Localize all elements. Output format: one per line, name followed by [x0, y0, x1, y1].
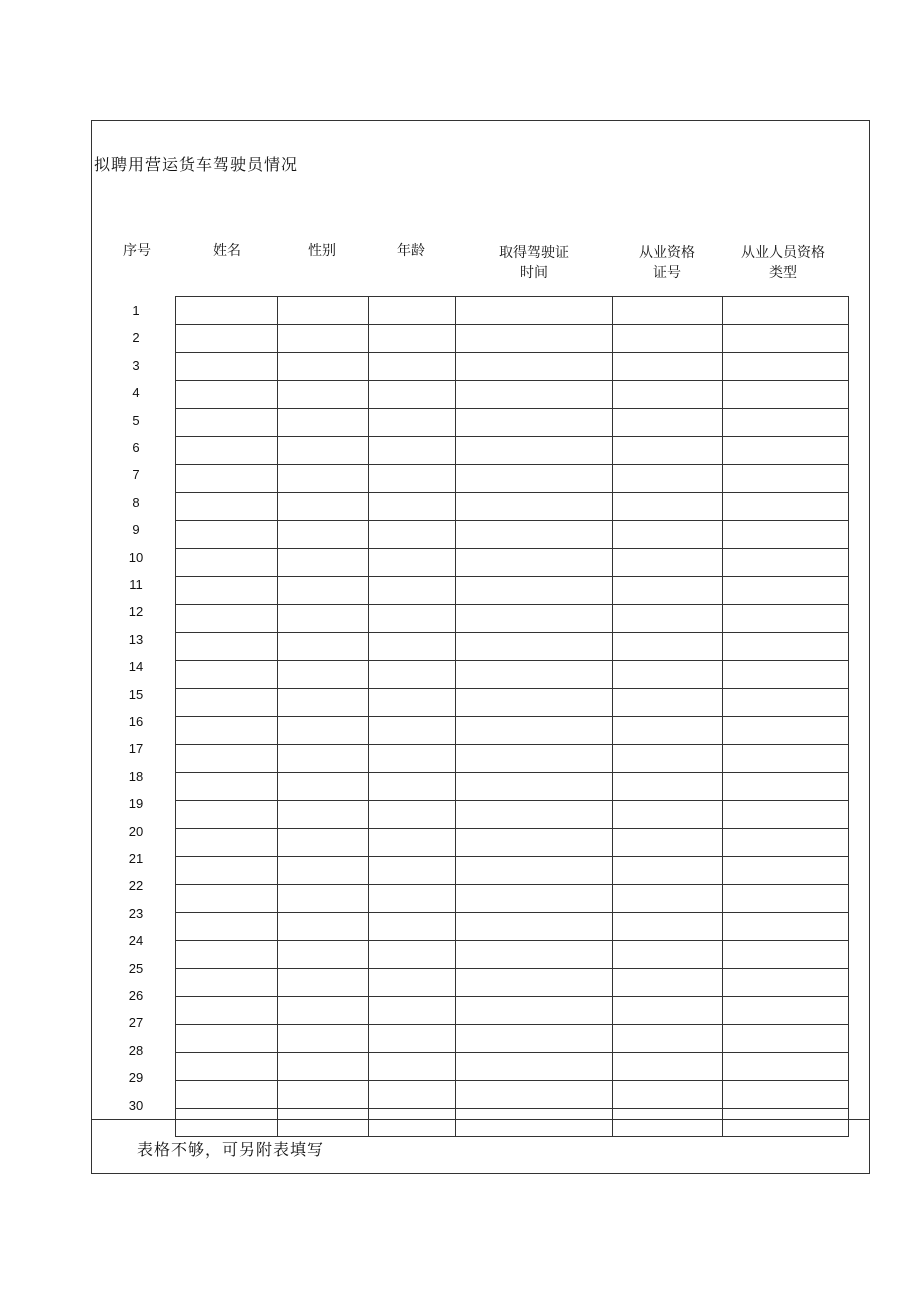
table-cell[interactable]: [176, 1109, 278, 1137]
table-row: [176, 549, 849, 577]
table-cell[interactable]: [278, 885, 369, 913]
table-cell[interactable]: [613, 801, 723, 829]
table-cell[interactable]: [176, 353, 278, 381]
table-cell[interactable]: [456, 633, 613, 661]
table-cell[interactable]: [613, 1053, 723, 1081]
row-number: 29: [128, 1070, 144, 1085]
table-cell[interactable]: [176, 829, 278, 857]
table-cell[interactable]: [723, 465, 849, 493]
table-cell[interactable]: [176, 913, 278, 941]
row-number: 12: [128, 604, 144, 619]
table-cell[interactable]: [278, 381, 369, 409]
table-cell[interactable]: [613, 689, 723, 717]
row-number: 20: [128, 824, 144, 839]
column-header-line: 从业资格: [639, 245, 695, 261]
table-cell[interactable]: [613, 745, 723, 773]
table-cell[interactable]: [176, 605, 278, 633]
table-cell[interactable]: [176, 941, 278, 969]
table-cell[interactable]: [278, 1081, 369, 1109]
table-cell[interactable]: [613, 773, 723, 801]
table-cell[interactable]: [613, 1109, 723, 1137]
table-cell[interactable]: [456, 1081, 613, 1109]
table-cell[interactable]: [176, 577, 278, 605]
table-row: [176, 717, 849, 745]
row-number: 16: [128, 714, 144, 729]
table-cell[interactable]: [723, 829, 849, 857]
table-cell[interactable]: [369, 717, 456, 745]
row-number: 28: [128, 1043, 144, 1058]
row-number: 25: [128, 961, 144, 976]
table-cell[interactable]: [613, 969, 723, 997]
table-cell[interactable]: [369, 1025, 456, 1053]
table-cell[interactable]: [369, 353, 456, 381]
table-cell[interactable]: [278, 941, 369, 969]
row-number: 27: [128, 1015, 144, 1030]
table-cell[interactable]: [369, 297, 456, 325]
table-cell[interactable]: [723, 885, 849, 913]
table-cell[interactable]: [278, 997, 369, 1025]
table-cell[interactable]: [369, 549, 456, 577]
table-cell[interactable]: [613, 857, 723, 885]
table-row: [176, 801, 849, 829]
table-cell[interactable]: [369, 661, 456, 689]
table-cell[interactable]: [613, 409, 723, 437]
table-cell[interactable]: [278, 801, 369, 829]
table-cell[interactable]: [613, 941, 723, 969]
table-cell[interactable]: [456, 577, 613, 605]
table-cell[interactable]: [723, 381, 849, 409]
table-cell[interactable]: [723, 1109, 849, 1137]
table-row: [176, 857, 849, 885]
table-cell[interactable]: [176, 325, 278, 353]
table-row: [176, 969, 849, 997]
table-cell[interactable]: [369, 857, 456, 885]
table-cell[interactable]: [456, 1053, 613, 1081]
row-number: 19: [128, 796, 144, 811]
row-number: 11: [129, 577, 143, 592]
table-cell[interactable]: [278, 325, 369, 353]
table-cell[interactable]: [456, 409, 613, 437]
table-row: [176, 745, 849, 773]
table-cell[interactable]: [176, 661, 278, 689]
table-cell[interactable]: [723, 969, 849, 997]
table-cell[interactable]: [278, 969, 369, 997]
table-cell[interactable]: [278, 633, 369, 661]
column-header-line: 取得驾驶证: [499, 245, 569, 261]
table-cell[interactable]: [278, 297, 369, 325]
table-cell[interactable]: [176, 1081, 278, 1109]
table-cell[interactable]: [176, 745, 278, 773]
table-cell[interactable]: [613, 1025, 723, 1053]
table-row: [176, 913, 849, 941]
table-row: [176, 381, 849, 409]
row-number: 2: [132, 330, 140, 345]
table-cell[interactable]: [456, 605, 613, 633]
table-cell[interactable]: [613, 577, 723, 605]
table-cell[interactable]: [278, 689, 369, 717]
table-row: [176, 633, 849, 661]
table-cell[interactable]: [369, 409, 456, 437]
table-cell[interactable]: [456, 941, 613, 969]
table-cell[interactable]: [456, 325, 613, 353]
table-row: [176, 1081, 849, 1109]
table-cell[interactable]: [278, 913, 369, 941]
table-cell[interactable]: [723, 577, 849, 605]
table-cell[interactable]: [456, 997, 613, 1025]
table-row: [176, 1109, 849, 1137]
column-header-license-date: [474, 241, 594, 283]
table-cell[interactable]: [723, 605, 849, 633]
row-number: 26: [128, 988, 144, 1003]
table-cell[interactable]: [613, 829, 723, 857]
table-cell[interactable]: [723, 801, 849, 829]
table-row: [176, 829, 849, 857]
column-header-line: 类型: [769, 265, 797, 281]
row-number: 3: [132, 358, 140, 373]
row-number: 8: [132, 495, 140, 510]
table-cell[interactable]: [723, 997, 849, 1025]
table-cell[interactable]: [723, 1025, 849, 1053]
table-cell[interactable]: [369, 577, 456, 605]
table-cell[interactable]: [613, 997, 723, 1025]
table-row: [176, 325, 849, 353]
table-cell[interactable]: [456, 773, 613, 801]
table-cell[interactable]: [613, 549, 723, 577]
table-cell[interactable]: [613, 493, 723, 521]
row-number: 10: [128, 550, 144, 565]
table-cell[interactable]: [369, 969, 456, 997]
table-cell[interactable]: [456, 661, 613, 689]
column-header-line: 从业人员资格: [741, 245, 825, 261]
column-header-cert-no: [607, 241, 727, 283]
table-cell[interactable]: [613, 521, 723, 549]
table-cell[interactable]: [369, 437, 456, 465]
table-cell[interactable]: [613, 633, 723, 661]
table-cell[interactable]: [456, 801, 613, 829]
row-number: 1: [132, 303, 140, 318]
table-cell[interactable]: [613, 661, 723, 689]
table-cell[interactable]: [456, 1109, 613, 1137]
table-cell[interactable]: [456, 745, 613, 773]
table-cell[interactable]: [456, 297, 613, 325]
table-cell[interactable]: [613, 437, 723, 465]
table-cell[interactable]: [723, 1081, 849, 1109]
table-cell[interactable]: [723, 325, 849, 353]
table-cell[interactable]: [723, 717, 849, 745]
table-row: [176, 437, 849, 465]
table-cell[interactable]: [176, 549, 278, 577]
table-cell[interactable]: [369, 689, 456, 717]
table-cell[interactable]: [278, 717, 369, 745]
table-cell[interactable]: [278, 465, 369, 493]
row-number: 7: [132, 467, 140, 482]
table-cell[interactable]: [278, 857, 369, 885]
column-header-line: 性别: [308, 243, 336, 259]
table-cell[interactable]: [278, 577, 369, 605]
table-cell[interactable]: [176, 297, 278, 325]
table-cell[interactable]: [278, 409, 369, 437]
table-cell[interactable]: [456, 717, 613, 745]
table-cell[interactable]: [456, 857, 613, 885]
table-cell[interactable]: [723, 633, 849, 661]
table-row: [176, 773, 849, 801]
column-header-line: 时间: [520, 265, 548, 281]
table-row: [176, 661, 849, 689]
row-number: 30: [128, 1098, 144, 1113]
table-cell[interactable]: [456, 353, 613, 381]
table-row: [176, 297, 849, 325]
table-cell[interactable]: [176, 717, 278, 745]
column-header-line: 序号: [123, 243, 151, 259]
table-cell[interactable]: [723, 773, 849, 801]
table-cell[interactable]: [456, 465, 613, 493]
table-cell[interactable]: [369, 605, 456, 633]
table-cell[interactable]: [456, 969, 613, 997]
table-row: [176, 885, 849, 913]
table-cell[interactable]: [613, 913, 723, 941]
table-row: [176, 521, 849, 549]
table-cell[interactable]: [278, 773, 369, 801]
table-cell[interactable]: [278, 829, 369, 857]
table-cell[interactable]: [456, 885, 613, 913]
table-row: [176, 353, 849, 381]
table-row: [176, 577, 849, 605]
row-number: 5: [132, 413, 140, 428]
table-cell[interactable]: [176, 1053, 278, 1081]
row-number: 21: [128, 851, 144, 866]
table-cell[interactable]: [456, 913, 613, 941]
table-cell[interactable]: [369, 493, 456, 521]
table-cell[interactable]: [369, 1053, 456, 1081]
table-cell[interactable]: [369, 997, 456, 1025]
table-row: [176, 689, 849, 717]
table-cell[interactable]: [723, 409, 849, 437]
row-number: 22: [128, 878, 144, 893]
table-cell[interactable]: [613, 605, 723, 633]
table-cell[interactable]: [278, 549, 369, 577]
table-cell[interactable]: [369, 521, 456, 549]
table-cell[interactable]: [176, 465, 278, 493]
table-row: [176, 493, 849, 521]
table-cell[interactable]: [369, 829, 456, 857]
table-row: [176, 941, 849, 969]
table-row: [176, 997, 849, 1025]
table-cell[interactable]: [176, 381, 278, 409]
table-cell[interactable]: [723, 913, 849, 941]
table-cell[interactable]: [369, 773, 456, 801]
table-cell[interactable]: [176, 689, 278, 717]
table-cell[interactable]: [369, 381, 456, 409]
row-number: 17: [128, 741, 144, 756]
table-cell[interactable]: [456, 549, 613, 577]
table-cell[interactable]: [176, 437, 278, 465]
table-row: [176, 1053, 849, 1081]
row-number: 23: [128, 906, 144, 921]
table-row: [176, 605, 849, 633]
table-cell[interactable]: [613, 353, 723, 381]
column-header-line: 姓名: [213, 243, 241, 259]
table-cell[interactable]: [176, 1025, 278, 1053]
table-cell[interactable]: [176, 969, 278, 997]
table-cell[interactable]: [613, 885, 723, 913]
row-number: 13: [128, 632, 144, 647]
row-number: 15: [128, 687, 144, 702]
table-cell[interactable]: [278, 1053, 369, 1081]
table-row: [176, 409, 849, 437]
row-number: 6: [132, 440, 140, 455]
table-cell[interactable]: [723, 493, 849, 521]
table-cell[interactable]: [278, 521, 369, 549]
table-cell[interactable]: [176, 493, 278, 521]
table-cell[interactable]: [723, 353, 849, 381]
table-cell[interactable]: [723, 297, 849, 325]
table-cell[interactable]: [369, 465, 456, 493]
table-cell[interactable]: [723, 661, 849, 689]
table-cell[interactable]: [723, 1053, 849, 1081]
table-cell[interactable]: [456, 381, 613, 409]
table-cell[interactable]: [278, 493, 369, 521]
column-header-cert-type: [723, 241, 843, 283]
table-cell[interactable]: [176, 997, 278, 1025]
table-cell[interactable]: [456, 829, 613, 857]
table-cell[interactable]: [369, 633, 456, 661]
table-cell[interactable]: [369, 1109, 456, 1137]
table-cell[interactable]: [723, 521, 849, 549]
table-cell[interactable]: [278, 605, 369, 633]
table-cell[interactable]: [369, 885, 456, 913]
row-number: 9: [132, 522, 140, 537]
table-cell[interactable]: [613, 717, 723, 745]
table-cell[interactable]: [369, 325, 456, 353]
form-title: 拟聘用营运货车驾驶员情况: [94, 155, 299, 174]
column-header-age: [351, 241, 471, 261]
table-cell[interactable]: [278, 745, 369, 773]
table-cell[interactable]: [723, 857, 849, 885]
table-cell[interactable]: [369, 941, 456, 969]
table-cell[interactable]: [613, 325, 723, 353]
table-row: [176, 1025, 849, 1053]
column-header-line: 年龄: [397, 243, 425, 259]
table-cell[interactable]: [723, 941, 849, 969]
table-cell[interactable]: [723, 745, 849, 773]
table-cell[interactable]: [369, 1081, 456, 1109]
table-cell[interactable]: [176, 521, 278, 549]
row-number: 24: [128, 933, 144, 948]
row-number: 14: [128, 659, 144, 674]
table-cell[interactable]: [613, 465, 723, 493]
table-cell[interactable]: [613, 297, 723, 325]
table-cell[interactable]: [176, 773, 278, 801]
row-number: 18: [128, 769, 144, 784]
table-cell[interactable]: [613, 381, 723, 409]
table-cell[interactable]: [723, 689, 849, 717]
table-cell[interactable]: [176, 857, 278, 885]
table-row: [176, 465, 849, 493]
table-cell[interactable]: [613, 1081, 723, 1109]
table-cell[interactable]: [456, 689, 613, 717]
table-cell[interactable]: [176, 633, 278, 661]
table-cell[interactable]: [456, 493, 613, 521]
table-cell[interactable]: [278, 1025, 369, 1053]
table-cell[interactable]: [723, 549, 849, 577]
table-cell[interactable]: [369, 801, 456, 829]
table-cell[interactable]: [456, 521, 613, 549]
table-cell[interactable]: [278, 353, 369, 381]
table-cell[interactable]: [369, 745, 456, 773]
table-cell[interactable]: [278, 661, 369, 689]
table-cell[interactable]: [278, 1109, 369, 1137]
driver-table: [175, 296, 849, 1137]
table-cell[interactable]: [456, 437, 613, 465]
table-cell[interactable]: [278, 437, 369, 465]
table-cell[interactable]: [723, 437, 849, 465]
column-header-line: 证号: [653, 265, 681, 281]
footer-note: 表格不够，可另附表填写: [137, 1140, 325, 1159]
table-cell[interactable]: [176, 885, 278, 913]
table-cell[interactable]: [176, 801, 278, 829]
row-number: 4: [132, 385, 140, 400]
table-cell[interactable]: [456, 1025, 613, 1053]
table-cell[interactable]: [369, 913, 456, 941]
table-cell[interactable]: [176, 409, 278, 437]
